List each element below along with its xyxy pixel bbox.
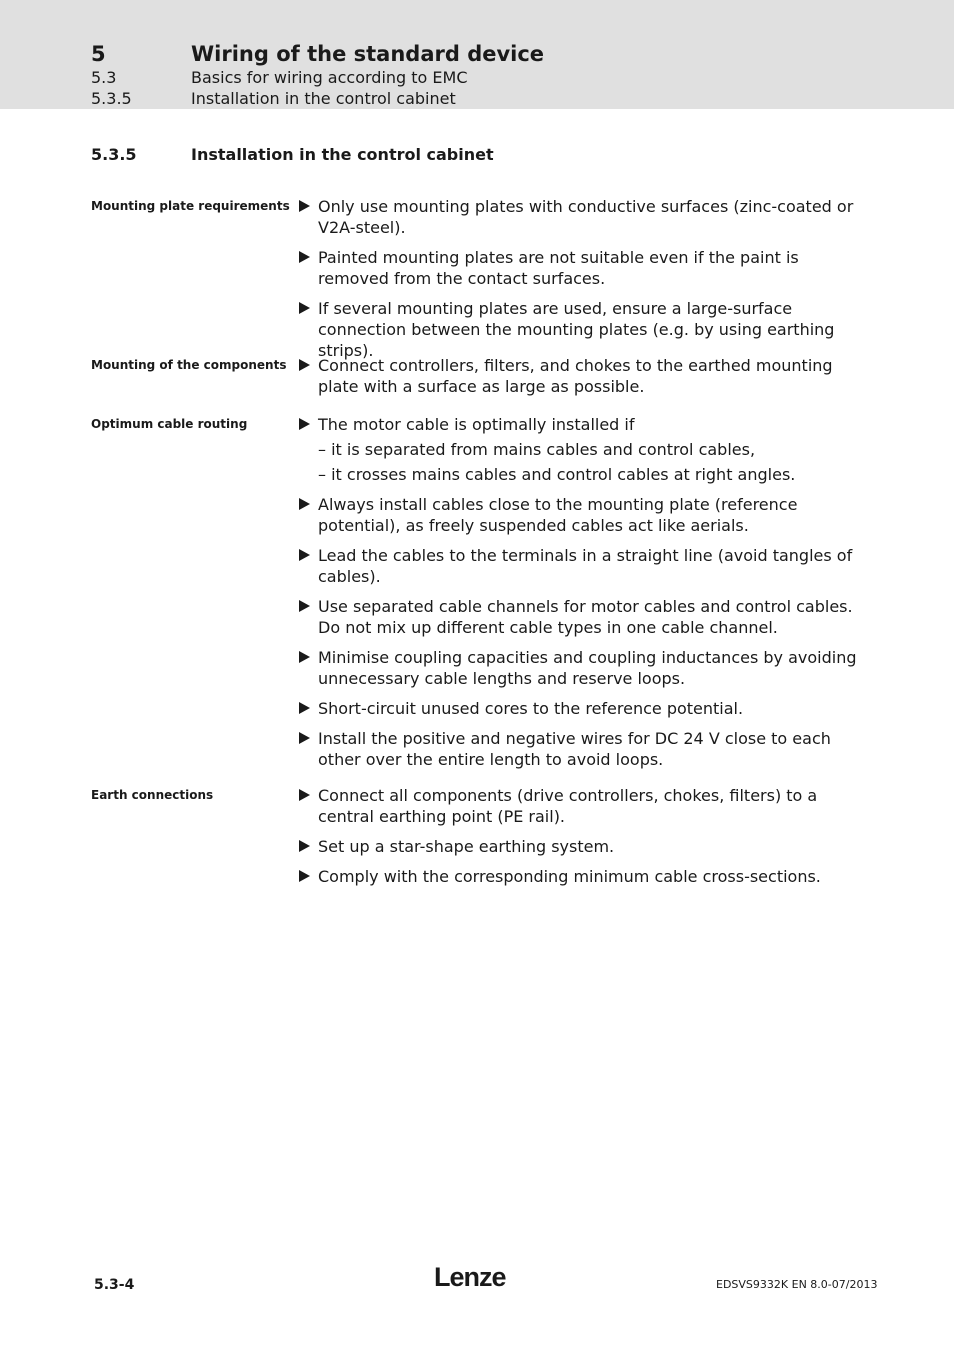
list-item-text: Painted mounting plates are not suitable even if the paint is removed from the contact surfaces. bbox=[318, 248, 799, 288]
triangle-bullet-icon bbox=[299, 789, 310, 801]
list-item-text: Set up a star-shape earthing system. bbox=[318, 837, 615, 856]
triangle-bullet-icon bbox=[299, 251, 310, 263]
list-item bbox=[0, 196, 858, 238]
section-number: 5.3 bbox=[91, 68, 117, 87]
list-item bbox=[0, 355, 858, 397]
list-item bbox=[0, 698, 858, 719]
list-item-text: If several mounting plates are used, ensure a large-surface connection between the mounting plates (e.g. by using earthing strips). bbox=[318, 299, 835, 360]
block-earth-connections bbox=[0, 785, 954, 887]
list-item bbox=[0, 596, 858, 638]
list-item-text: The motor cable is optimally installed if bbox=[318, 415, 635, 434]
list-item bbox=[0, 298, 858, 361]
list-item bbox=[0, 545, 858, 587]
list-item bbox=[0, 647, 858, 689]
block-label: Optimum cable routing bbox=[91, 417, 248, 431]
list-item bbox=[0, 247, 858, 289]
list-item-text: Connect all components (drive controllers, chokes, filters) to a central earthing point (PE rail). bbox=[318, 786, 818, 826]
block-label: Mounting plate requirements bbox=[91, 199, 290, 213]
lenze-logo: Lenze bbox=[434, 1262, 506, 1292]
list-item bbox=[0, 836, 858, 857]
list-item bbox=[0, 728, 858, 770]
list-item-text: Minimise coupling capacities and coupling inductances by avoiding unnecessary cable lengths and reserve loops. bbox=[318, 648, 857, 688]
block-optimum-cable-routing bbox=[0, 414, 954, 770]
list-item-text: Install the positive and negative wires for DC 24 V close to each other over the entire length to avoid loops. bbox=[318, 729, 831, 769]
subsection-title: Installation in the control cabinet bbox=[191, 89, 456, 108]
triangle-bullet-icon bbox=[299, 498, 310, 510]
list-item bbox=[0, 494, 858, 536]
list-item-text: Connect controllers, filters, and chokes to the earthed mounting plate with a surface as large as possible. bbox=[318, 356, 833, 396]
block-label: Earth connections bbox=[91, 788, 214, 802]
triangle-bullet-icon bbox=[299, 549, 310, 561]
list-item-text: Lead the cables to the terminals in a straight line (avoid tangles of cables). bbox=[318, 546, 853, 586]
page-header bbox=[0, 0, 954, 109]
list-item bbox=[0, 414, 858, 485]
chapter-number: 5 bbox=[91, 42, 106, 66]
triangle-bullet-icon bbox=[299, 359, 310, 371]
triangle-bullet-icon bbox=[299, 732, 310, 744]
list-item-text: Comply with the corresponding minimum cable cross-sections. bbox=[318, 867, 821, 886]
list-item bbox=[0, 785, 858, 827]
triangle-bullet-icon bbox=[299, 840, 310, 852]
triangle-bullet-icon bbox=[299, 600, 310, 612]
triangle-bullet-icon bbox=[299, 302, 310, 314]
block-label: Mounting of the components bbox=[91, 358, 287, 372]
document-id: EDSVS9332K EN 8.0-07/2013 bbox=[716, 1278, 878, 1291]
block-mounting-of-components bbox=[0, 355, 954, 397]
list-item bbox=[0, 866, 858, 887]
triangle-bullet-icon bbox=[299, 200, 310, 212]
page-title-number: 5.3.5 bbox=[91, 145, 137, 164]
list-item-text: Always install cables close to the mounting plate (reference potential), as freely suspended cables act like aerials. bbox=[318, 495, 798, 535]
page-number: 5.3-4 bbox=[94, 1277, 135, 1293]
chapter-title: Wiring of the standard device bbox=[191, 42, 545, 66]
list-subitem: – it is separated from mains cables and control cables, bbox=[318, 440, 756, 459]
triangle-bullet-icon bbox=[299, 702, 310, 714]
list-item-text: Use separated cable channels for motor cables and control cables. Do not mix up different cable types in one cable channel. bbox=[318, 597, 853, 637]
triangle-bullet-icon bbox=[299, 870, 310, 882]
triangle-bullet-icon bbox=[299, 651, 310, 663]
list-subitem: – it crosses mains cables and control cables at right angles. bbox=[318, 465, 796, 484]
block-mounting-plate-requirements bbox=[0, 196, 954, 361]
triangle-bullet-icon bbox=[299, 418, 310, 430]
list-item-text: Short-circuit unused cores to the reference potential. bbox=[318, 699, 744, 718]
subsection-number: 5.3.5 bbox=[91, 89, 132, 108]
section-title: Basics for wiring according to EMC bbox=[191, 68, 468, 87]
list-item-text: Only use mounting plates with conductive surfaces (zinc-coated or V2A-steel). bbox=[318, 197, 854, 237]
page-title-text: Installation in the control cabinet bbox=[191, 145, 494, 164]
